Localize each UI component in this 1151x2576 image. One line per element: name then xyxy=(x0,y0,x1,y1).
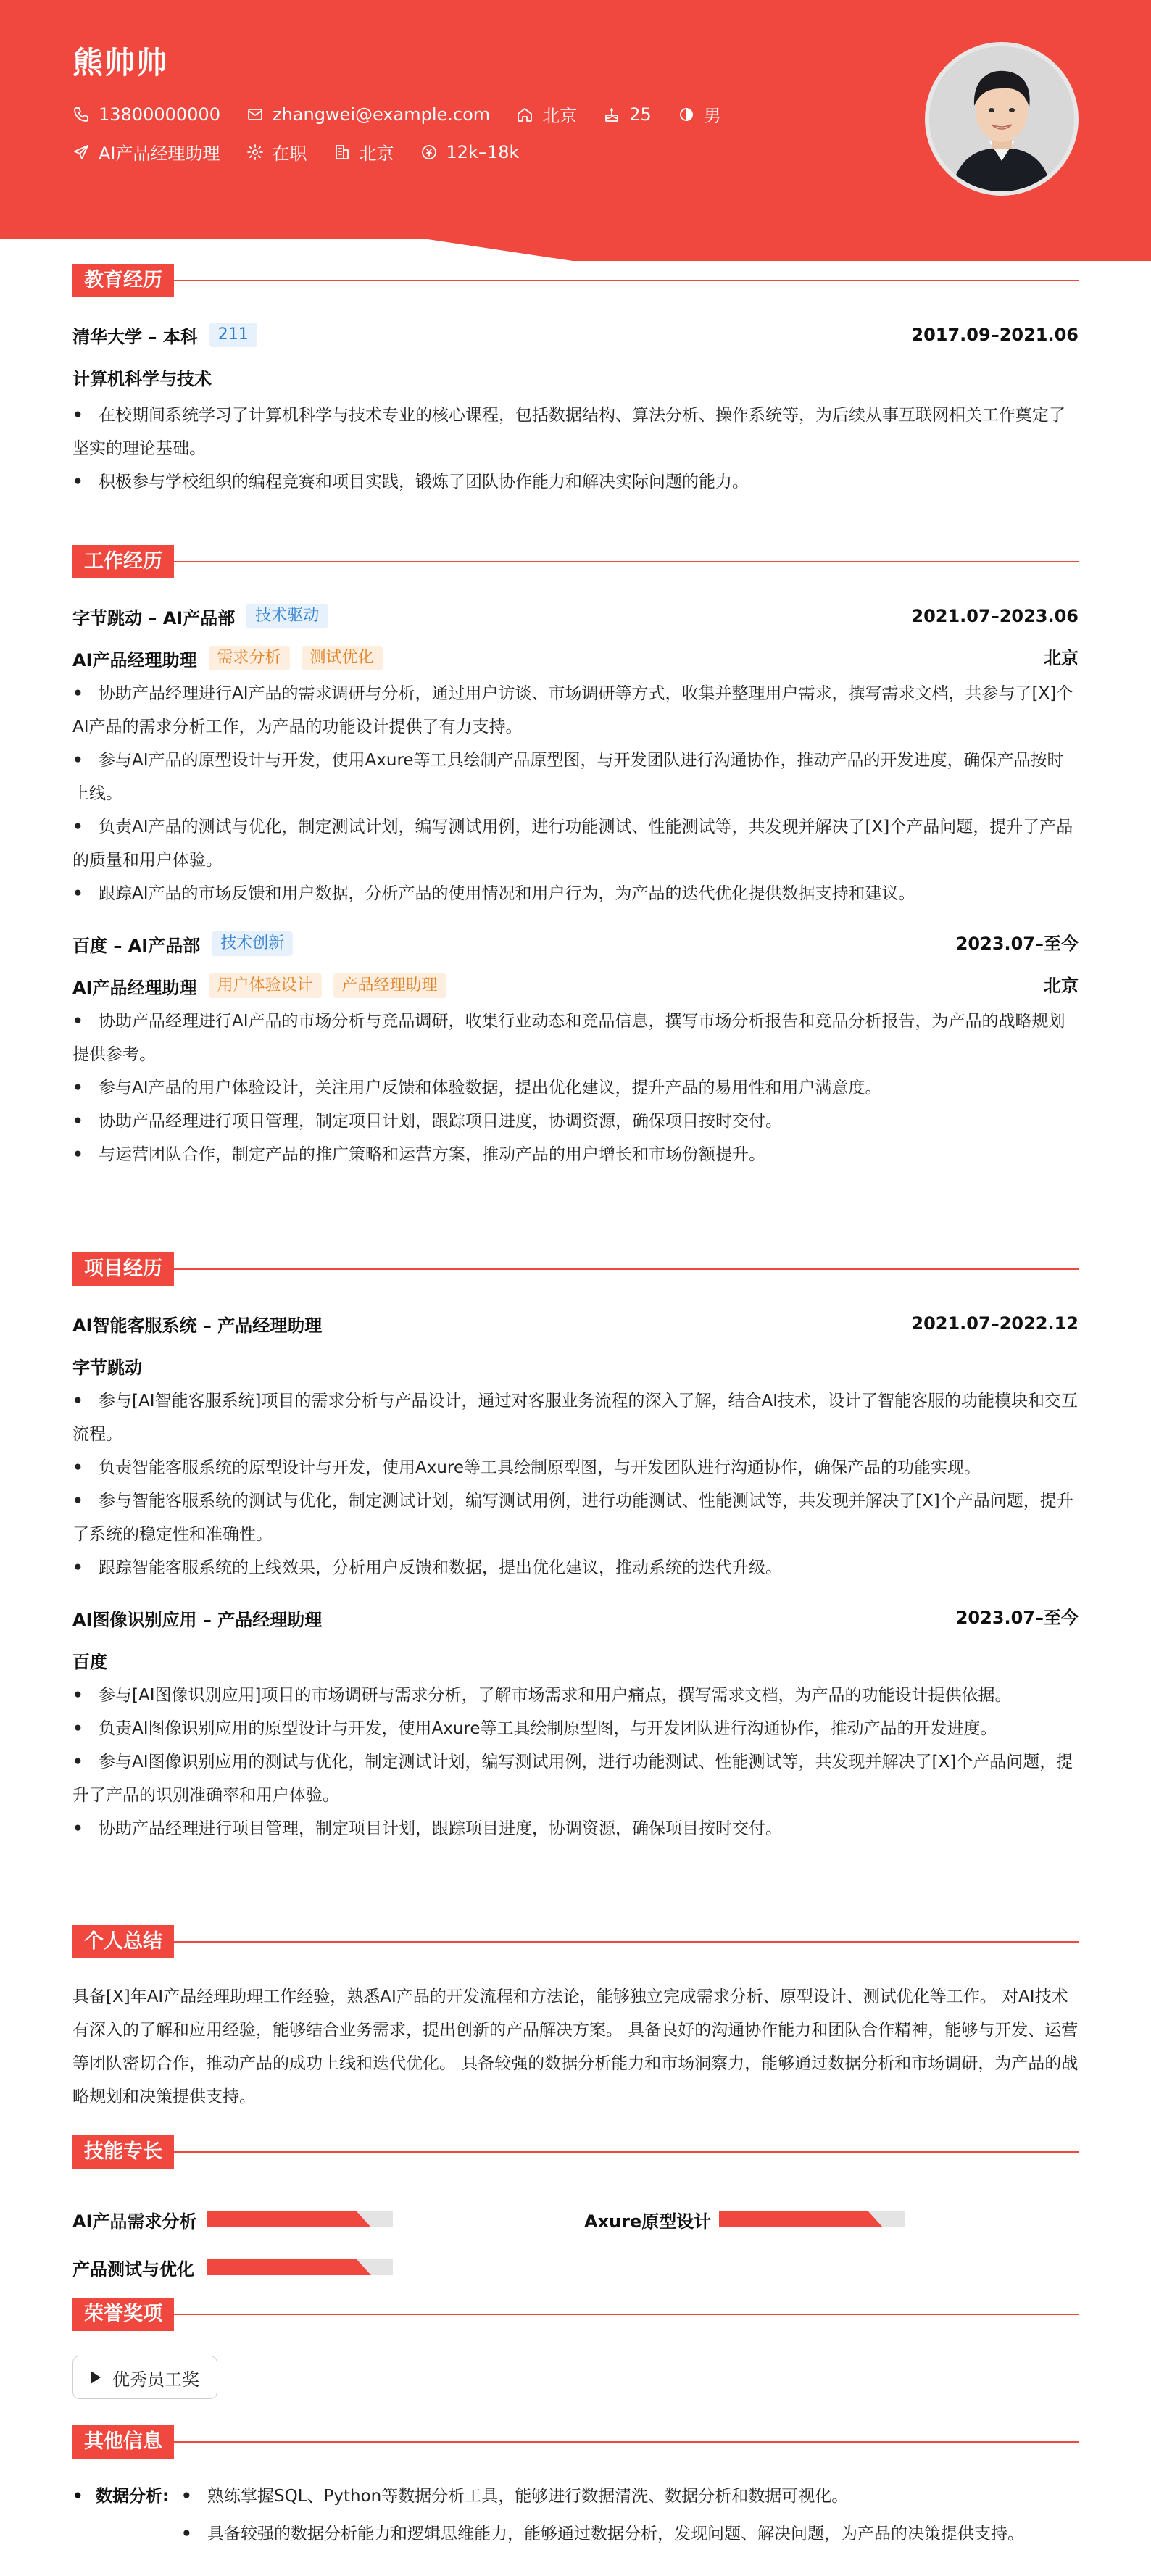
age-text: 25 xyxy=(629,104,652,125)
summary-section xyxy=(72,1925,1079,2114)
project-head xyxy=(72,1310,1079,1337)
salary-text: 12k–18k xyxy=(446,141,520,162)
skills-list xyxy=(72,2190,1079,2299)
project-name: AI智能客服系统 – 产品经理助理 xyxy=(72,1315,323,1336)
company-tag: 技术驱动 xyxy=(246,604,328,628)
project-date: 2023.07–至今 xyxy=(955,1608,1079,1628)
list-item: • 跟踪智能客服系统的上线效果，分析用户反馈和数据，提出优化建议，推动系统的迭代升级。 xyxy=(72,1558,782,1577)
list-item: • 协助产品经理进行AI产品的市场分析与竞品调研，收集行业动态和竞品信息，撰写市场分析报告和竞品分析报告，为产品的战略规划提供参考。 xyxy=(72,1012,1065,1064)
project-name: AI图像识别应用 – 产品经理助理 xyxy=(72,1609,323,1630)
phone-item xyxy=(72,104,220,125)
list-item: • 在校期间系统学习了计算机科学与技术专业的核心课程，包括数据结构、算法分析、操作系统等，为后续从事互联网相关工作奠定了坚实的理论基础。 xyxy=(72,406,1065,458)
skill-bar-fill xyxy=(719,2211,883,2227)
project-org-row xyxy=(72,1353,1079,1379)
summary-title: 个人总结 xyxy=(72,1925,174,1958)
age-item xyxy=(603,104,652,125)
job-date: 2023.07–至今 xyxy=(955,934,1079,954)
job-bullets xyxy=(72,677,1079,910)
gender-text: 男 xyxy=(703,106,721,126)
skill-name: AI产品需求分析 xyxy=(72,2211,197,2232)
cake-icon xyxy=(603,106,620,123)
list-item: • 协助产品经理进行项目管理，制定项目计划，跟踪项目进度，协调资源，确保项目按时交付。 xyxy=(72,1819,782,1838)
list-item: • 协助产品经理进行AI产品的需求调研与分析，通过用户访谈、市场调研等方式，收集并整理用户需求，撰写需求文档，共参与了[X]个AI产品的需求分析工作，为产品的功能设计提供了有力支持。 xyxy=(72,684,1073,736)
send-icon xyxy=(72,144,90,161)
divider-line xyxy=(72,1268,1079,1270)
status-item xyxy=(246,139,307,165)
job-city: 北京 xyxy=(1044,648,1079,668)
skill-bar-fill xyxy=(207,2211,371,2227)
job-bullets xyxy=(72,1005,1079,1171)
role-tag: 用户体验设计 xyxy=(209,973,322,998)
target-city-text: 北京 xyxy=(359,144,394,164)
school-tag: 211 xyxy=(209,323,257,347)
education-bullets xyxy=(72,399,1079,499)
projects-heading xyxy=(72,1252,1079,1286)
candidate-name: 熊帅帅 xyxy=(72,45,169,80)
list-item: • 跟踪AI产品的市场反馈和用户数据，分析产品的使用情况和用户行为，为产品的迭代优化提供数据支持和建议。 xyxy=(72,884,915,903)
list-item: • 积极参与学校组织的编程竞赛和项目实践，锻炼了团队协作能力和解决实际问题的能力。 xyxy=(72,473,749,491)
location-item xyxy=(516,101,577,127)
list-item: • 负责智能客服系统的原型设计与开发，使用Axure等工具绘制原型图，与开发团队进行沟通协作，确保产品的功能实现。 xyxy=(72,1458,981,1477)
summary-heading xyxy=(72,1925,1079,1958)
role-tag: 测试优化 xyxy=(302,646,383,670)
list-item: • 参与AI图像识别应用的测试与优化，制定测试计划，编写测试用例，进行功能测试、性能测试等，共发现并解决了[X]个产品问题，提升了产品的识别准确率和用户体验。 xyxy=(72,1753,1073,1805)
divider-line xyxy=(72,2441,1079,2443)
play-icon xyxy=(91,2371,101,2384)
awards-section xyxy=(72,2298,1079,2399)
gear-icon xyxy=(246,144,264,161)
target-job-item xyxy=(72,139,220,165)
other-row xyxy=(72,2477,1079,2553)
project-bullets xyxy=(72,1679,1079,1845)
skill-name: 产品测试与优化 xyxy=(72,2259,194,2280)
job-role-row xyxy=(72,973,1079,999)
divider-line xyxy=(72,2314,1079,2315)
project-org: 字节跳动 xyxy=(72,1357,142,1378)
list-item: • 具备较强的数据分析能力和逻辑思维能力，能够通过数据分析，发现问题、解决问题，为产品的决策提供支持。 xyxy=(181,2525,1024,2543)
skill-bar-fill xyxy=(207,2259,371,2275)
target-city-item xyxy=(333,139,394,165)
skill-item xyxy=(72,2254,393,2280)
skill-bar xyxy=(207,2211,393,2227)
divider-line xyxy=(72,280,1079,281)
skill-name: Axure原型设计 xyxy=(584,2211,712,2232)
job-role: AI产品经理助理 xyxy=(72,649,197,670)
education-section xyxy=(72,264,1079,499)
work-title: 工作经历 xyxy=(72,545,174,578)
work-section xyxy=(72,545,1079,1171)
skills-title: 技能专长 xyxy=(72,2135,174,2169)
list-item: • 参与[AI智能客服系统]项目的需求分析与产品设计，通过对客服业务流程的深入了解，结合AI技术，设计了智能客服的功能模块和交互流程。 xyxy=(72,1392,1078,1444)
school-name: 清华大学 – 本科 xyxy=(72,326,198,347)
other-title: 其他信息 xyxy=(72,2425,174,2459)
home-icon xyxy=(516,106,533,123)
list-item: • 与运营团队合作，制定产品的推广策略和运营方案，推动产品的用户增长和市场份额提升。 xyxy=(72,1145,765,1164)
job-head xyxy=(72,931,1079,957)
email-text: zhangwei@example.com xyxy=(272,104,491,125)
project-head xyxy=(72,1605,1079,1631)
status-text: 在职 xyxy=(272,144,307,164)
location-text: 北京 xyxy=(542,106,578,126)
salary-item xyxy=(420,142,520,162)
list-item: • 参与智能客服系统的测试与优化，制定测试计划，编写测试用例，进行功能测试、性能测试等，共发现并解决了[X]个产品问题，提升了系统的稳定性和准确性。 xyxy=(72,1492,1073,1544)
job-date: 2021.07–2023.06 xyxy=(911,606,1079,626)
company-name: 字节跳动 – AI产品部 xyxy=(72,607,236,628)
skill-item xyxy=(72,2206,393,2232)
skill-bar xyxy=(719,2211,905,2227)
contact-row xyxy=(72,101,747,127)
job-role: AI产品经理助理 xyxy=(72,977,197,998)
project-org: 百度 xyxy=(72,1651,107,1672)
other-bullets xyxy=(181,2477,1024,2553)
award-label: 优秀员工奖 xyxy=(112,2369,199,2390)
coin-icon xyxy=(420,144,438,161)
education-major-row xyxy=(72,364,1079,390)
company-tag: 技术创新 xyxy=(212,931,293,956)
skill-bar xyxy=(207,2259,393,2275)
award-item[interactable] xyxy=(72,2356,217,2399)
work-heading xyxy=(72,545,1079,578)
other-heading xyxy=(72,2425,1079,2459)
job-head xyxy=(72,603,1079,629)
list-item: • 参与AI产品的原型设计与开发，使用Axure等工具绘制产品原型图，与开发团队进行沟通协作，推动产品的开发进度，确保产品按时上线。 xyxy=(72,751,1064,803)
list-item: • 协助产品经理进行项目管理，制定项目计划，跟踪项目进度，协调资源，确保项目按时交付。 xyxy=(72,1112,782,1131)
awards-title: 荣誉奖项 xyxy=(72,2298,174,2331)
education-title: 教育经历 xyxy=(72,264,174,297)
job-role-row xyxy=(72,645,1079,671)
email-item xyxy=(246,104,490,125)
mail-icon xyxy=(246,106,264,123)
phone-icon xyxy=(72,106,90,123)
other-section xyxy=(72,2425,1079,2553)
role-tag: 产品经理助理 xyxy=(333,973,446,998)
list-item: • 参与AI产品的用户体验设计，关注用户反馈和体验数据，提出优化建议，提升产品的易用性和用户满意度。 xyxy=(72,1079,882,1097)
education-heading xyxy=(72,264,1079,297)
list-item: • 参与[AI图像识别应用]项目的市场调研与需求分析，了解市场需求和用户痛点，撰写需求文档，为产品的功能设计提供依据。 xyxy=(72,1686,1012,1705)
avatar xyxy=(925,42,1079,196)
list-item: • 负责AI图像识别应用的原型设计与开发，使用Axure等工具绘制原型图，与开发团队进行沟通协作，推动产品的开发进度。 xyxy=(72,1719,997,1738)
list-item: • 负责AI产品的测试与优化，制定测试计划，编写测试用例，进行功能测试、性能测试等，共发现并解决了[X]个产品问题，提升了产品的质量和用户体验。 xyxy=(72,818,1073,870)
skills-heading xyxy=(72,2135,1079,2169)
summary-text: 具备[X]年AI产品经理助理工作经验，熟悉AI产品的开发流程和方法论，能够独立完成需求分析、原型设计、测试优化等工作。 对AI技术有深入的了解和应用经验，能够结合业务需求，提出创新的产品解决方案。 具备良好的沟通协作能力和团队合作精神，能够与开发、运营等团队密切合作，推动产品的成功上线和迭代优化。 具备较强的数据分析能力和市场洞察力，能够通过数据分析和市场调研，为产品的战略规划和决策提供支持。 xyxy=(72,1987,1079,2106)
gender-icon xyxy=(678,106,695,123)
other-label: • 数据分析: xyxy=(72,2487,170,2506)
project-date: 2021.07–2022.12 xyxy=(911,1313,1079,1334)
company-name: 百度 – AI产品部 xyxy=(72,935,201,956)
divider-line xyxy=(72,561,1079,562)
job-city: 北京 xyxy=(1044,976,1079,996)
project-org-row xyxy=(72,1647,1079,1673)
project-bullets xyxy=(72,1384,1079,1584)
phone-text: 13800000000 xyxy=(99,104,220,125)
divider-line xyxy=(72,1941,1079,1943)
skill-item xyxy=(584,2206,905,2232)
gender-item xyxy=(678,101,721,127)
major-name: 计算机科学与技术 xyxy=(72,368,212,389)
awards-heading xyxy=(72,2298,1079,2331)
role-tag: 需求分析 xyxy=(209,646,290,670)
target-job-text: AI产品经理助理 xyxy=(99,144,220,164)
projects-section xyxy=(72,1252,1079,1845)
building-icon xyxy=(333,144,351,161)
education-entry-head xyxy=(72,322,1079,348)
education-date: 2017.09–2021.06 xyxy=(911,325,1079,345)
divider-line xyxy=(72,2151,1079,2153)
projects-title: 项目经历 xyxy=(72,1252,174,1286)
skills-section xyxy=(72,2135,1079,2299)
list-item: • 熟练掌握SQL、Python等数据分析工具，能够进行数据清洗、数据分析和数据可视化。 xyxy=(181,2487,849,2506)
intent-row xyxy=(72,139,545,165)
